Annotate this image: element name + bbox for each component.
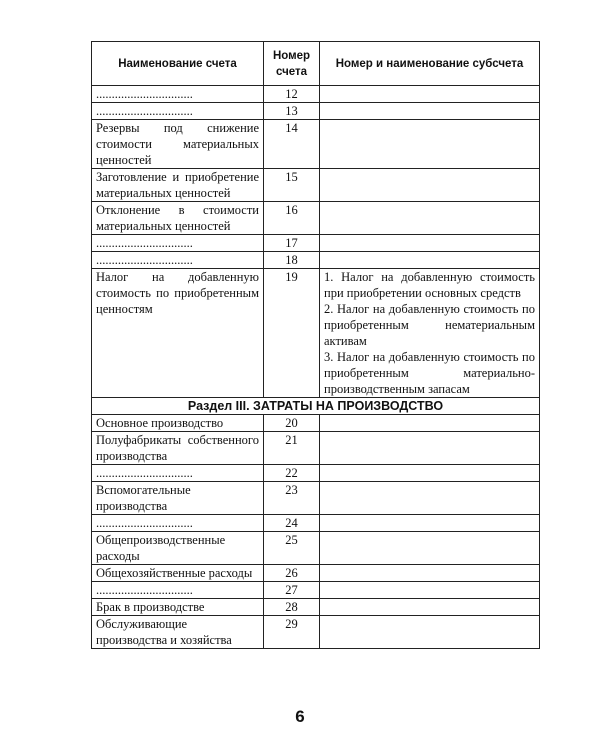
subaccount-cell bbox=[320, 432, 540, 465]
subaccount-cell bbox=[320, 103, 540, 120]
account-name: ............................... bbox=[92, 103, 264, 120]
account-number: 12 bbox=[264, 86, 320, 103]
account-name: ............................... bbox=[92, 582, 264, 599]
col-header-subaccount: Номер и наименование субсчета bbox=[320, 42, 540, 86]
account-name: Налог на добавленную стоимость по приобретенным ценностям bbox=[92, 269, 264, 398]
table-row bbox=[92, 582, 540, 599]
account-number: 17 bbox=[264, 235, 320, 252]
table-row bbox=[92, 515, 540, 532]
account-name: ............................... bbox=[92, 235, 264, 252]
account-number: 29 bbox=[264, 616, 320, 649]
table-row bbox=[92, 202, 540, 235]
subaccount-cell bbox=[320, 235, 540, 252]
col-header-name: Наименование счета bbox=[92, 42, 264, 86]
table-row bbox=[92, 235, 540, 252]
account-name: Брак в производстве bbox=[92, 599, 264, 616]
subaccount-cell bbox=[320, 515, 540, 532]
account-number: 15 bbox=[264, 169, 320, 202]
table-row bbox=[92, 565, 540, 582]
subaccount-item: 2. Налог на добавленную стоимость по приобретенным нематериальным активам bbox=[324, 302, 535, 348]
account-number: 19 bbox=[264, 269, 320, 398]
account-number: 27 bbox=[264, 582, 320, 599]
account-number: 25 bbox=[264, 532, 320, 565]
table-row bbox=[92, 415, 540, 432]
account-name: Общехозяйственные расходы bbox=[92, 565, 264, 582]
subaccount-item: 3. Налог на добавленную стоимость по приобретенным материально-производственным запасам bbox=[324, 350, 535, 396]
account-name: Обслуживающие производства и хозяйства bbox=[92, 616, 264, 649]
subaccount-item: 1. Налог на добавленную стоимость при приобретении основных средств bbox=[324, 270, 535, 300]
account-name: Вспомогательные производства bbox=[92, 482, 264, 515]
table-row bbox=[92, 616, 540, 649]
account-number: 22 bbox=[264, 465, 320, 482]
account-number: 26 bbox=[264, 565, 320, 582]
accounts-table bbox=[91, 41, 540, 649]
section-heading-row bbox=[92, 398, 540, 415]
subaccount-cell bbox=[320, 415, 540, 432]
subaccount-cell bbox=[320, 252, 540, 269]
page-number: 6 bbox=[295, 707, 305, 726]
table-row bbox=[92, 269, 540, 398]
account-number: 20 bbox=[264, 415, 320, 432]
subaccount-cell bbox=[320, 169, 540, 202]
account-name: Заготовление и приобретение материальных ценностей bbox=[92, 169, 264, 202]
col-header-number: Номер счета bbox=[264, 42, 320, 86]
table-row bbox=[92, 432, 540, 465]
account-name: Общепроизводственные расходы bbox=[92, 532, 264, 565]
subaccount-cell bbox=[320, 599, 540, 616]
table-row bbox=[92, 482, 540, 515]
account-number: 16 bbox=[264, 202, 320, 235]
account-name: ............................... bbox=[92, 515, 264, 532]
subaccount-cell bbox=[320, 202, 540, 235]
table-row bbox=[92, 599, 540, 616]
subaccount-cell bbox=[320, 86, 540, 103]
account-number: 21 bbox=[264, 432, 320, 465]
account-name: Основное производство bbox=[92, 415, 264, 432]
subaccount-cell bbox=[320, 120, 540, 169]
subaccount-cell bbox=[320, 269, 540, 398]
subaccount-cell bbox=[320, 616, 540, 649]
account-number: 24 bbox=[264, 515, 320, 532]
account-number: 13 bbox=[264, 103, 320, 120]
table-row bbox=[92, 465, 540, 482]
account-name: ............................... bbox=[92, 465, 264, 482]
table-header bbox=[92, 42, 540, 86]
account-name: Резервы под снижение стоимости материальных ценностей bbox=[92, 120, 264, 169]
account-number: 28 bbox=[264, 599, 320, 616]
section-heading: Раздел III. ЗАТРАТЫ НА ПРОИЗВОДСТВО bbox=[92, 398, 540, 415]
subaccount-cell bbox=[320, 582, 540, 599]
table-row bbox=[92, 252, 540, 269]
account-name: Отклонение в стоимости материальных ценностей bbox=[92, 202, 264, 235]
table-row bbox=[92, 86, 540, 103]
table-row bbox=[92, 103, 540, 120]
account-name: ............................... bbox=[92, 252, 264, 269]
table-row bbox=[92, 169, 540, 202]
table-row bbox=[92, 532, 540, 565]
account-number: 23 bbox=[264, 482, 320, 515]
account-name: ............................... bbox=[92, 86, 264, 103]
account-number: 14 bbox=[264, 120, 320, 169]
subaccount-cell bbox=[320, 482, 540, 515]
subaccount-cell bbox=[320, 565, 540, 582]
account-name: Полуфабрикаты собственного производства bbox=[92, 432, 264, 465]
subaccount-cell bbox=[320, 465, 540, 482]
subaccount-cell bbox=[320, 532, 540, 565]
table-row bbox=[92, 120, 540, 169]
account-number: 18 bbox=[264, 252, 320, 269]
